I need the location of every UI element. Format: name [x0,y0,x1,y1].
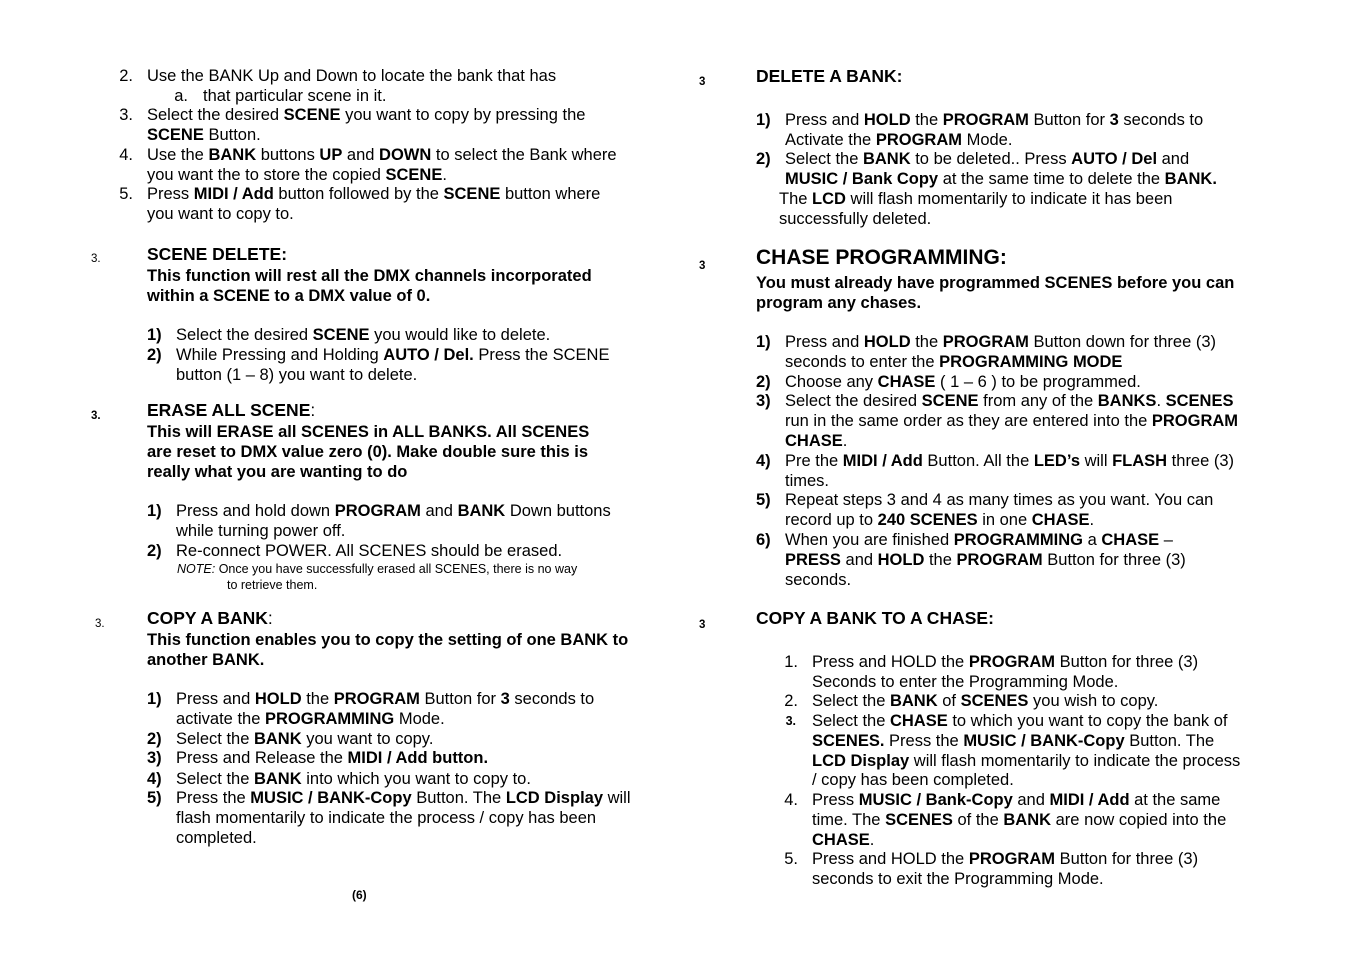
list-item-number: a. [174,87,188,105]
list-item-number: 3. [119,106,133,124]
bold-term: CHASE [1101,531,1160,549]
bold-term: PROGRAMMING [264,709,395,728]
step-text: When you are finished PROGRAMMING a CHASE – PRESS and HOLD the PROGRAM Button for three (3) seconds. [785,531,1186,589]
step-number: 3. [785,714,796,728]
list-item-text: Use the BANK Up and Down to locate the bank that has [147,67,557,85]
step-number: 1. [784,653,798,671]
section-heading: ERASE ALL SCENE: [147,400,316,420]
bold-term: MUSIC / BANK-Copy [963,731,1125,750]
bold-term: CHASE [877,373,936,391]
list-item-number: 2. [119,67,133,85]
step-number: 2. [784,692,798,710]
step-text: Select the desired SCENE from any of the BANKS. SCENES run in the same order as they are entered into the PROGRAM CHASE. [785,392,1239,450]
list-item-number: 5. [119,185,133,203]
step-number: 4) [147,770,162,788]
bold-term: BANK [1003,810,1052,829]
section-number: 3 [699,619,706,631]
section-description: This will ERASE all SCENES in ALL BANKS. All SCENES are reset to DMX value zero (0). Make double sure this is really what you are wanting to do [147,423,590,481]
bold-term: PROGRAM [956,550,1043,569]
bold-term: MIDI / Add [842,452,923,470]
bold-term: SCENE [443,185,501,203]
step-text: Press and HOLD the PROGRAM Button for 3 seconds to Activate the PROGRAM Mode. [785,111,1204,149]
step-text: Repeat steps 3 and 4 as many times as you want. You can record up to 240 SCENES in one CHASE. [785,491,1214,529]
step-text: Select the desired SCENE you would like to delete. [176,326,551,344]
bold-term: PROGRAM [968,850,1055,868]
bold-term: BANK [253,770,302,788]
section-description: You must already have programmed SCENES before you can program any chases. [756,274,1235,312]
bold-term: UP [319,146,343,164]
bold-term: CHASE [889,712,948,730]
step-text: Press and Release the MIDI / Add button. [176,749,489,767]
section-description: This function will rest all the DMX channels incorporated within a SCENE to a DMX value of 0. [147,267,592,305]
bold-term: HOLD [254,690,302,708]
bold-term: HOLD [863,111,911,129]
bold-term: SCENE [283,106,341,124]
step-text: Select the BANK of SCENES you wish to copy. [812,692,1159,710]
bold-term: SCENES. [812,731,885,750]
page-number: (6) [352,888,367,902]
bold-term: LCD Display [505,789,603,807]
step-number: 6) [756,531,771,549]
step-number: 2) [147,346,162,364]
bold-term: PROGRAM [333,690,420,708]
bold-term: AUTO / Del. [383,346,474,364]
step-number: 2) [756,150,771,168]
step-number: 3) [147,749,162,767]
bold-term: SCENE [312,326,370,344]
bold-term: MIDI / Add [193,185,274,203]
bold-term: BANK. [1164,169,1217,188]
bold-term: LCD [812,190,846,208]
step-text: Press the MUSIC / BANK-Copy Button. The LCD Display will flash momentarily to indicate the process / copy has been completed. [176,789,631,847]
bold-term: PROGRAM [942,333,1029,351]
bold-term: PRESS [785,550,841,569]
bold-term: BANKS [1097,392,1157,410]
step-number: 1) [756,333,771,351]
bold-term: 3 [500,690,510,708]
step-number: 4. [784,791,798,809]
bold-term: 240 SCENES [877,510,978,529]
step-number: 3) [756,392,771,410]
list-item-text: Select the desired SCENE you want to copy by pressing the SCENE Button. [147,106,586,144]
list-item-text: Press MIDI / Add button followed by the SCENE button where you want to copy to. [147,185,601,223]
list-item-text: that particular scene in it. [203,87,387,105]
bold-term: HOLD [877,550,925,569]
step-text: Pre the MIDI / Add Button. All the LED’s will FLASH three (3) times. [785,452,1235,490]
bold-term: HOLD [863,333,911,351]
section-number: 3 [699,76,706,88]
step-number: 5) [756,491,771,509]
section-number: 3 [699,260,706,272]
bold-term: CHASE [1031,510,1090,529]
step-number: 2) [147,730,162,748]
step-text: While Pressing and Holding AUTO / Del. Press the SCENE button (1 – 8) you want to delete. [176,346,610,384]
step-number: 5) [147,789,162,807]
bold-term: PROGRAM [942,111,1029,129]
bold-term: PROGRAMMING [953,531,1084,549]
bold-term: 3 [1109,111,1119,129]
section-heading: DELETE A BANK: [756,66,903,86]
bold-term: MIDI / Add button. [347,749,489,767]
bold-term: SCENES [960,692,1029,710]
bold-term: PROGRAMMING MODE [939,352,1123,371]
step-text: Select the BANK into which you want to copy to. [176,770,531,788]
section-number: 3. [91,410,101,422]
bold-term: DOWN [379,146,432,164]
bold-term: FLASH [1112,452,1168,470]
section-heading: CHASE PROGRAMMING: [756,246,1007,269]
step-text: Press and HOLD the PROGRAM Button down for three (3) seconds to enter the PROGRAMMING MODE [785,333,1217,371]
list-item-number: 4. [119,146,133,164]
bold-term: LCD Display [812,751,910,770]
step-number: 5. [784,850,798,868]
step-number: 1) [147,690,162,708]
bold-term: BANK [253,730,302,748]
bold-term: SCENE [385,165,443,184]
step-number: 2) [147,542,162,560]
bold-term: PROGRAM [968,653,1055,671]
note-line: NOTE: Once you have successfully erased all SCENES, there is no way [177,562,578,576]
section-heading: COPY A BANK TO A CHASE: [756,608,994,628]
bold-term: BANK [208,146,257,164]
section-heading: COPY A BANK: [147,608,273,628]
section-heading: SCENE DELETE: [147,244,288,264]
delete-bank-note: The LCD will flash momentarily to indicate it has been successfully deleted. [779,190,1173,228]
bold-term: AUTO / Del [1071,150,1158,168]
note-line: to retrieve them. [227,578,318,592]
step-number: 4) [756,452,771,470]
step-number: 1) [147,326,162,344]
step-text: Press and HOLD the PROGRAM Button for three (3) seconds to exit the Programming Mode. [812,850,1199,888]
step-text: Select the BANK you want to copy. [176,730,434,748]
bold-term: CHASE [812,830,870,849]
step-number: 1) [756,111,771,129]
bold-term: MUSIC / BANK-Copy [250,789,412,807]
bold-term: MUSIC / Bank-Copy [858,791,1013,809]
bold-term: BANK [889,692,938,710]
bold-term: SCENES [885,810,953,829]
bold-term: BANK [862,150,911,168]
list-item-text: Use the BANK buttons UP and DOWN to select the Bank where you want the to store the copied SCENE. [147,146,617,184]
step-number: 1) [147,502,162,520]
section-description: This function enables you to copy the setting of one BANK to another BANK. [147,631,629,669]
bold-term: PROGRAM [875,130,962,149]
bold-term: BANK [457,502,506,520]
bold-term: LED’s [1033,452,1080,470]
bold-term: PROGRAM CHASE [785,411,1239,450]
bold-term: MUSIC / Bank Copy [785,169,939,188]
step-text: Select the BANK to be deleted.. Press AUTO / Del and MUSIC / Bank Copy at the same time to delete the BANK. [785,150,1217,188]
bold-term: SCENES [1165,392,1234,410]
step-text: Choose any CHASE ( 1 – 6 ) to be programmed. [785,373,1141,391]
step-text: Press and hold down PROGRAM and BANK Down buttons while turning power off. [176,502,611,540]
section-number: 3. [95,618,105,630]
step-text: Press and HOLD the PROGRAM Button for three (3) Seconds to enter the Programming Mode. [812,653,1199,691]
step-text: Select the CHASE to which you want to copy the bank of SCENES. Press the MUSIC / BANK-Copy Button. The LCD Display will flash momentarily to indicate the process / copy has been completed. [812,712,1241,790]
bold-term: PROGRAM [334,502,421,520]
step-text: Press MUSIC / Bank-Copy and MIDI / Add at the same time. The SCENES of the BANK are now copied into the CHASE. [812,791,1227,849]
step-number: 2) [756,373,771,391]
step-text: Press and HOLD the PROGRAM Button for 3 seconds to activate the PROGRAMMING Mode. [176,690,595,728]
bold-term: MIDI / Add [1049,791,1130,809]
bold-term: SCENE [147,125,204,144]
bold-term: SCENE [921,392,979,410]
section-number: 3. [91,253,101,265]
step-text: Re-connect POWER. All SCENES should be erased. [176,542,563,560]
